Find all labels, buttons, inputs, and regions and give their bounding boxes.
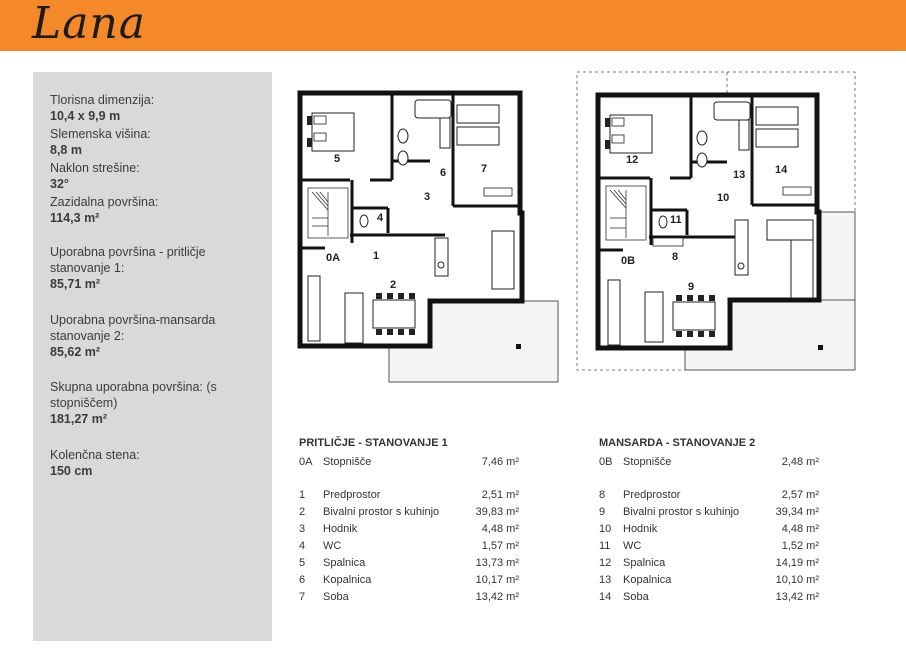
spec-value: 114,3 m² bbox=[50, 211, 100, 225]
room-area: 39,83 m² bbox=[475, 506, 519, 518]
room-label: 2 bbox=[390, 279, 397, 291]
attic-floor-plan bbox=[575, 70, 860, 374]
room-number: 13 bbox=[599, 574, 612, 586]
room-label: 4 bbox=[377, 212, 384, 224]
specs-panel bbox=[33, 72, 272, 641]
room-label: 7 bbox=[481, 163, 488, 175]
room-number: 6 bbox=[299, 574, 306, 586]
spec-label: Zazidalna površina: bbox=[50, 195, 159, 209]
room-number: 2 bbox=[299, 506, 306, 518]
table-row bbox=[599, 456, 819, 470]
spec-value: 181,27 m² bbox=[50, 412, 107, 426]
table-title: PRITLIČJE - STANOVANJE 1 bbox=[299, 437, 448, 449]
room-name: WC bbox=[623, 540, 642, 552]
spec-item bbox=[50, 194, 158, 226]
room-label: 0A bbox=[326, 252, 341, 264]
room-name: Stopnišče bbox=[623, 456, 672, 468]
spec-item bbox=[50, 126, 151, 158]
room-name: Bivalni prostor s kuhinjo bbox=[323, 506, 440, 518]
table-row bbox=[599, 557, 819, 571]
room-name: Soba bbox=[323, 591, 349, 603]
attic-floor-table bbox=[599, 437, 819, 612]
spec-value: 10,4 x 9,9 m bbox=[50, 109, 121, 123]
table-row bbox=[599, 540, 819, 554]
room-label: 9 bbox=[688, 281, 695, 293]
table-row bbox=[299, 591, 519, 605]
room-name: Bivalni prostor s kuhinjo bbox=[623, 506, 740, 518]
room-number: 5 bbox=[299, 557, 306, 569]
room-area: 4,48 m² bbox=[781, 523, 819, 535]
room-label: 10 bbox=[717, 192, 730, 204]
room-number: 4 bbox=[299, 540, 306, 552]
room-name: Kopalnica bbox=[323, 574, 372, 586]
room-name: Kopalnica bbox=[623, 574, 672, 586]
spec-value: 85,71 m² bbox=[50, 277, 101, 291]
room-area: 39,34 m² bbox=[775, 506, 819, 518]
room-area: 13,42 m² bbox=[775, 591, 819, 603]
table-row bbox=[599, 506, 819, 520]
room-area: 2,51 m² bbox=[481, 489, 519, 501]
spec-item bbox=[50, 160, 140, 192]
table-row bbox=[599, 574, 819, 588]
room-area: 10,10 m² bbox=[775, 574, 819, 586]
ground-floor-plan bbox=[290, 88, 565, 386]
table-row bbox=[599, 523, 819, 537]
room-area: 4,48 m² bbox=[481, 523, 519, 535]
room-name: WC bbox=[323, 540, 342, 552]
spec-item bbox=[50, 447, 140, 479]
room-label: 1 bbox=[373, 250, 380, 262]
room-area: 13,73 m² bbox=[475, 557, 519, 569]
room-label: 14 bbox=[775, 164, 788, 176]
room-number: 7 bbox=[299, 591, 306, 603]
room-label: 11 bbox=[670, 214, 682, 226]
room-number: 8 bbox=[599, 489, 606, 501]
spec-value: 85,62 m² bbox=[50, 345, 101, 359]
room-name: Spalnica bbox=[623, 557, 666, 569]
header-bar bbox=[0, 0, 906, 51]
room-area: 2,48 m² bbox=[781, 456, 819, 468]
ground-floor-table bbox=[299, 437, 519, 612]
room-number: 10 bbox=[599, 523, 612, 535]
spec-item bbox=[50, 244, 250, 292]
room-label: 3 bbox=[424, 191, 431, 203]
spec-label: Tlorisna dimenzija: bbox=[50, 93, 155, 107]
spec-label: Uporabna površina - pritličje stanovanje 1: bbox=[50, 245, 206, 275]
room-number: 0A bbox=[299, 456, 313, 468]
table-row bbox=[299, 456, 519, 470]
spec-value: 150 cm bbox=[50, 464, 93, 478]
table-row bbox=[299, 506, 519, 520]
room-number: 9 bbox=[599, 506, 606, 518]
room-label: 12 bbox=[626, 154, 639, 166]
page-title: Lana bbox=[32, 0, 147, 49]
room-name: Hodnik bbox=[323, 523, 358, 535]
spec-label: Slemenska višina: bbox=[50, 127, 151, 141]
room-number: 3 bbox=[299, 523, 306, 535]
spec-value: 8,8 m bbox=[50, 143, 82, 157]
room-name: Hodnik bbox=[623, 523, 658, 535]
spec-label: Skupna uporabna površina: (s stopniščem) bbox=[50, 380, 217, 410]
room-name: Stopnišče bbox=[323, 456, 372, 468]
table-row bbox=[299, 540, 519, 554]
spec-label: Uporabna površina-mansarda stanovanje 2: bbox=[50, 313, 216, 343]
room-label: 8 bbox=[672, 251, 679, 263]
room-number: 14 bbox=[599, 591, 612, 603]
room-area: 13,42 m² bbox=[475, 591, 519, 603]
room-label: 0B bbox=[621, 255, 636, 267]
room-name: Predprostor bbox=[623, 489, 681, 501]
table-title: MANSARDA - STANOVANJE 2 bbox=[599, 437, 756, 449]
table-row bbox=[599, 489, 819, 503]
table-row bbox=[299, 489, 519, 503]
room-name: Soba bbox=[623, 591, 649, 603]
room-number: 0B bbox=[599, 456, 613, 468]
room-area: 1,57 m² bbox=[481, 540, 519, 552]
spec-item bbox=[50, 312, 250, 360]
room-label: 13 bbox=[733, 169, 746, 181]
spec-label: Naklon strešine: bbox=[50, 161, 140, 175]
room-area: 7,46 m² bbox=[481, 456, 519, 468]
spec-label: Kolenčna stena: bbox=[50, 448, 140, 462]
spec-value: 32° bbox=[50, 177, 69, 191]
table-row bbox=[599, 591, 819, 605]
room-label: 6 bbox=[440, 167, 447, 179]
room-label: 5 bbox=[334, 153, 341, 165]
room-area: 14,19 m² bbox=[775, 557, 819, 569]
room-area: 10,17 m² bbox=[475, 574, 519, 586]
table-row bbox=[299, 523, 519, 537]
room-name: Spalnica bbox=[323, 557, 366, 569]
spec-item bbox=[50, 379, 220, 427]
room-name: Predprostor bbox=[323, 489, 381, 501]
table-row bbox=[299, 557, 519, 571]
room-number: 11 bbox=[599, 540, 611, 552]
room-area: 2,57 m² bbox=[781, 489, 819, 501]
room-number: 12 bbox=[599, 557, 612, 569]
room-number: 1 bbox=[299, 489, 306, 501]
spec-item bbox=[50, 92, 154, 124]
room-area: 1,52 m² bbox=[781, 540, 819, 552]
table-row bbox=[299, 574, 519, 588]
